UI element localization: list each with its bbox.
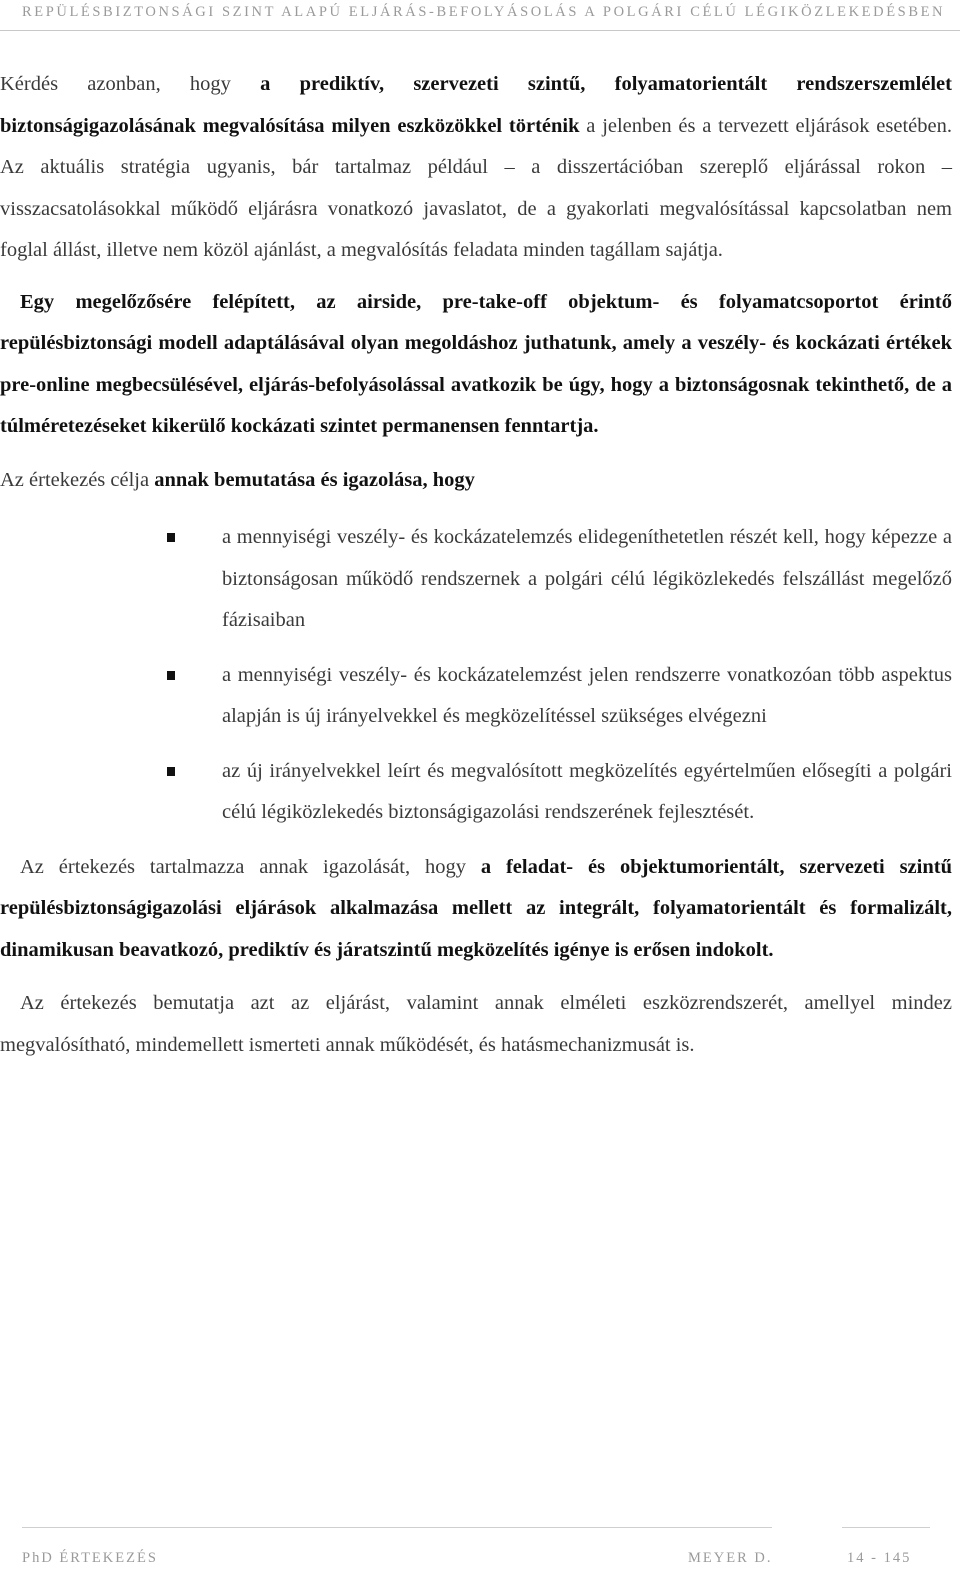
paragraph-question-emphasis: a prediktív, szervezeti szintű, folyamatorientált rendszerszemlélet biztonságigazolásának megvalósítása milyen eszközökkel történik: [0, 73, 952, 137]
page-footer: [0, 1524, 960, 1584]
square-bullet-icon: [167, 533, 175, 542]
paragraph-proof-intro: Az értekezés tartalmazza annak igazolását, hogy: [20, 855, 481, 878]
footer-author: MEYER D.: [688, 1550, 773, 1566]
goal-list: [0, 517, 952, 834]
footer-divider: [22, 1527, 772, 1528]
paragraph-method: Az értekezés bemutatja azt az eljárást, valamint annak elméleti eszközrendszerét, amellyel mindez megvalósítható, mindemellett ismerteti annak működését, és hatásmechanizmusát is.: [0, 992, 952, 1056]
list-item-text: az új irányelvekkel leírt és megvalósított megközelítés egyértelműen elősegíti a polgári célú légiközlekedés biztonságigazolási rendszerének fejlesztését.: [222, 759, 952, 823]
footer-divider: [842, 1527, 930, 1528]
page-separator: -: [871, 1550, 878, 1566]
paragraph-goal-emphasis: annak bemutatása és igazolása, hogy: [154, 468, 475, 491]
paragraph-goal-intro: Az értekezés célja: [0, 468, 155, 491]
list-item: [0, 655, 952, 738]
footer-document-type: PhD ÉRTEKEZÉS: [22, 1550, 158, 1566]
square-bullet-icon: [167, 671, 175, 680]
paragraph-proof-emphasis: a feladat- és objektumorientált, szervezeti szintű repülésbiztonságigazolási eljárások alkalmazása mellett az integrált, folyamatorientált és formalizált, dinamikusan beavatkozó, prediktív és járatszintű megközelítés igénye is erősen indokolt.: [0, 855, 952, 961]
document-body: [0, 64, 952, 1066]
paragraph-model-summary: Egy megelőzősére felépített, az airside, pre-take-off objektum- és folyamatcsoportot érintő repülésbiztonsági modell adaptálásával olyan megoldáshoz juthatunk, amely a veszély- és kockázati értékek pre-online megbecsülésével, eljárás-befolyásolással avatkozik be úgy, hogy a biztonságosnak tekinthető, de a túlméretezéseket kikerülő kockázati szintet permanensen fenntartja.: [0, 290, 952, 437]
page-number: [847, 1550, 911, 1567]
page-total: 145: [883, 1550, 912, 1566]
paragraph-goal: [0, 460, 952, 502]
paragraph-proof: [0, 847, 952, 972]
page-current: 14: [847, 1550, 866, 1566]
paragraph-question-intro: Kérdés azonban, hogy: [0, 73, 261, 95]
running-header: [0, 0, 960, 31]
list-item-text: a mennyiségi veszély- és kockázatelemzést jelen rendszerre vonatkozóan több aspektus alapján is új irányelvekkel és megközelítéssel szükséges elvégezni: [222, 663, 952, 727]
square-bullet-icon: [167, 767, 175, 776]
paragraph-question: [0, 64, 952, 272]
list-item-text: a mennyiségi veszély- és kockázatelemzés elidegeníthetetlen részét kell, hogy képezze a biztonságosan működő rendszernek a polgári célú légiközlekedés felszállást megelőző fázisaiban: [222, 526, 952, 631]
list-item: [0, 517, 952, 642]
running-header-title: REPÜLÉSBIZTONSÁGI SZINT ALAPÚ ELJÁRÁS-BEFOLYÁSOLÁS A POLGÁRI CÉLÚ LÉGIKÖZLEKEDÉSBEN: [22, 4, 946, 20]
list-item: [0, 751, 952, 834]
paragraph-question-rest: a jelenben és a tervezett eljárások esetében. Az aktuális stratégia ugyanis, bár tartalmaz például – a disszertációban szereplő eljárással rokon – visszacsatolásokkal működő eljárásra vonatkozó javaslatot, de a gyakorlati megvalósítással kapcsolatban nem foglal állást, illetve nem közöl ajánlást, a megvalósítás feladata minden tagállam sajátja.: [0, 114, 952, 261]
